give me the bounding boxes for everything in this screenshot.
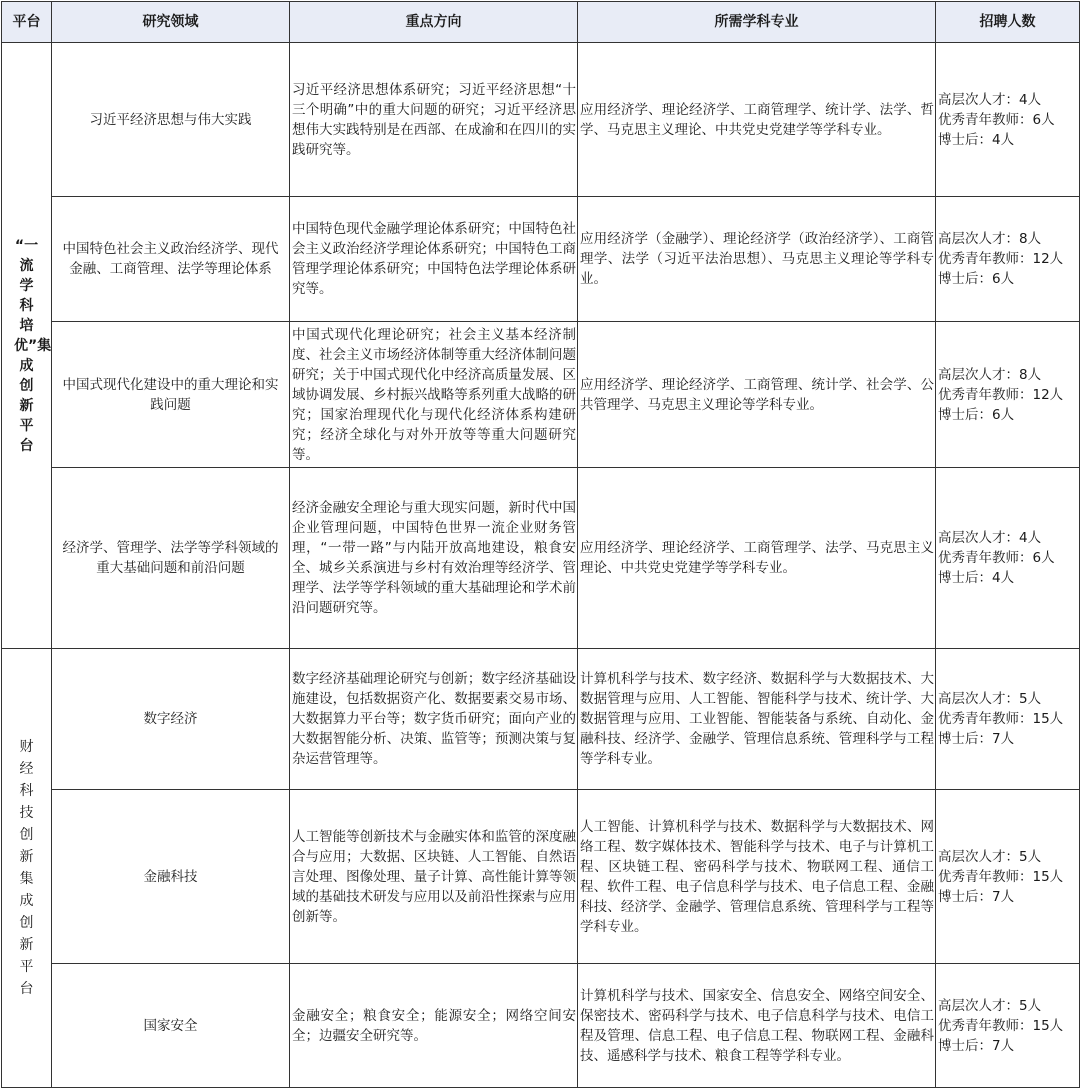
recruit-youth: 优秀青年教师：12人 xyxy=(938,251,1064,267)
majors-cell: 计算机科学与技术、数字经济、数据科学与大数据技术、大数据管理与应用、人工智能、智能科学与技术、统计学、大数据管理与应用、工业智能、智能装备与系统、自动化、金融科技、经济学、金融学、管理信息系统、管理科学与工程等学科专业。 xyxy=(578,649,936,790)
recruit-postdoc: 博士后：6人 xyxy=(938,406,1015,423)
majors-cell: 人工智能、计算机科学与技术、数据科学与大数据技术、网络工程、数字媒体技术、智能科学与技术、电子与计算机工程、区块链工程、密码科学与技术、物联网工程、通信工程、软件工程、电子信息科学与技术、电子信息工程、金融科技、经济学、金融学、管理信息系统、管理科学与工程等学科专业。 xyxy=(578,790,936,964)
platform-cell: 财经科技创新集成创新平台 xyxy=(2,649,52,1088)
recruit-postdoc: 博士后：7人 xyxy=(938,731,1015,747)
table-row xyxy=(2,43,1080,197)
recruit-postdoc: 博士后：6人 xyxy=(938,271,1015,287)
recruit-youth: 优秀青年教师：15人 xyxy=(938,868,1064,885)
recruit-senior: 高层次人才：5人 xyxy=(938,691,1042,707)
table-row xyxy=(2,649,1080,790)
majors-cell: 应用经济学、理论经济学、工商管理学、统计学、法学、哲学、马克思主义理论、中共党史党建学等学科专业。 xyxy=(578,43,936,197)
direction-cell: 数字经济基础理论研究与创新；数字经济基础设施建设，包括数据资产化、数据要素交易市场、大数据算力平台等；数字货币研究；面向产业的大数据智能分析、决策、监管等；预测决策与复杂运营管理等。 xyxy=(290,649,578,790)
field-cell: 国家安全 xyxy=(52,964,290,1088)
direction-cell: 人工智能等创新技术与金融实体和监管的深度融合与应用；大数据、区块链、人工智能、自然语言处理、图像处理、量子计算、高性能计算等领域的基础技术研发与应用以及前沿性探索与应用创新等。 xyxy=(290,790,578,964)
header-majors: 所需学科专业 xyxy=(578,2,936,43)
direction-cell: 经济金融安全理论与重大现实问题，新时代中国企业管理问题，中国特色世界一流企业财务管理，“一带一路”与内陆开放高地建设，粮食安全、城乡关系演进与乡村有效治理等经济学、管理学、法学等学科领域的重大基础理论和学术前沿问题研究等。 xyxy=(290,468,578,649)
field-cell: 数字经济 xyxy=(52,649,290,790)
recruit-cell xyxy=(936,790,1080,964)
table-row xyxy=(2,468,1080,649)
recruit-cell xyxy=(936,964,1080,1088)
recruit-youth: 优秀青年教师：15人 xyxy=(938,1017,1064,1034)
table-row xyxy=(2,322,1080,468)
recruit-youth: 优秀青年教师：15人 xyxy=(938,711,1064,727)
majors-cell: 应用经济学、理论经济学、工商管理、统计学、社会学、公共管理学、马克思主义理论等学科专业。 xyxy=(578,322,936,468)
recruit-senior: 高层次人才：5人 xyxy=(938,997,1042,1014)
recruit-postdoc: 博士后：4人 xyxy=(938,570,1015,586)
direction-cell: 中国特色现代金融学理论体系研究；中国特色社会主义政治经济学理论体系研究；中国特色工商管理学理论体系研究；中国特色法学理论体系研究等。 xyxy=(290,197,578,322)
majors-cell: 应用经济学、理论经济学、工商管理学、法学、马克思主义理论、中共党史党建学等学科专业。 xyxy=(578,468,936,649)
direction-cell: 习近平经济思想体系研究；习近平经济思想“十三个明确”中的重大问题的研究；习近平经济思想伟大实践特别是在西部、在成渝和在四川的实践研究等。 xyxy=(290,43,578,197)
recruit-postdoc: 博士后：7人 xyxy=(938,888,1015,905)
table-row xyxy=(2,964,1080,1088)
direction-cell: 金融安全；粮食安全；能源安全；网络空间安全；边疆安全研究等。 xyxy=(290,964,578,1088)
recruit-cell xyxy=(936,197,1080,322)
recruit-postdoc: 博士后：7人 xyxy=(938,1037,1015,1054)
recruit-youth: 优秀青年教师：6人 xyxy=(938,550,1055,566)
recruit-cell xyxy=(936,43,1080,197)
field-cell: 习近平经济思想与伟大实践 xyxy=(52,43,290,197)
recruit-postdoc: 博士后：4人 xyxy=(938,131,1015,148)
platform-cell: “一流学科培优”集成创新平台 xyxy=(2,43,52,649)
header-direction: 重点方向 xyxy=(290,2,578,43)
recruitment-table xyxy=(1,1,1080,1088)
majors-cell: 应用经济学（金融学）、理论经济学（政治经济学）、工商管理学、法学（习近平法治思想）、马克思主义理论等学科专业。 xyxy=(578,197,936,322)
recruit-senior: 高层次人才：4人 xyxy=(938,530,1042,546)
recruit-youth: 优秀青年教师：12人 xyxy=(938,386,1064,403)
recruit-senior: 高层次人才：4人 xyxy=(938,91,1042,108)
direction-cell: 中国式现代化理论研究；社会主义基本经济制度、社会主义市场经济体制等重大经济体制问题研究；关于中国式现代化中经济高质量发展、区域协调发展、乡村振兴战略等系列重大战略的研究；国家治理现代化与现代化经济体系构建研究；经济全球化与对外开放等等重大问题研究等。 xyxy=(290,322,578,468)
field-cell: 中国特色社会主义政治经济学、现代金融、工商管理、法学等理论体系 xyxy=(52,197,290,322)
table-row xyxy=(2,790,1080,964)
field-cell: 金融科技 xyxy=(52,790,290,964)
header-field: 研究领域 xyxy=(52,2,290,43)
majors-cell: 计算机科学与技术、国家安全、信息安全、网络空间安全、保密技术、密码科学与技术、电子信息科学与技术、电信工程及管理、信息工程、电子信息工程、物联网工程、金融科技、遥感科学与技术、粮食工程等学科专业。 xyxy=(578,964,936,1088)
recruit-senior: 高层次人才：8人 xyxy=(938,231,1042,247)
field-cell: 经济学、管理学、法学等学科领域的重大基础问题和前沿问题 xyxy=(52,468,290,649)
recruit-cell xyxy=(936,649,1080,790)
table-header-row xyxy=(2,2,1080,43)
recruit-cell xyxy=(936,468,1080,649)
recruit-youth: 优秀青年教师：6人 xyxy=(938,111,1055,128)
header-platform: 平台 xyxy=(2,2,52,43)
recruit-senior: 高层次人才：5人 xyxy=(938,848,1042,865)
recruit-cell xyxy=(936,322,1080,468)
header-recruit: 招聘人数 xyxy=(936,2,1080,43)
field-cell: 中国式现代化建设中的重大理论和实践问题 xyxy=(52,322,290,468)
recruit-senior: 高层次人才：8人 xyxy=(938,366,1042,383)
table-row xyxy=(2,197,1080,322)
